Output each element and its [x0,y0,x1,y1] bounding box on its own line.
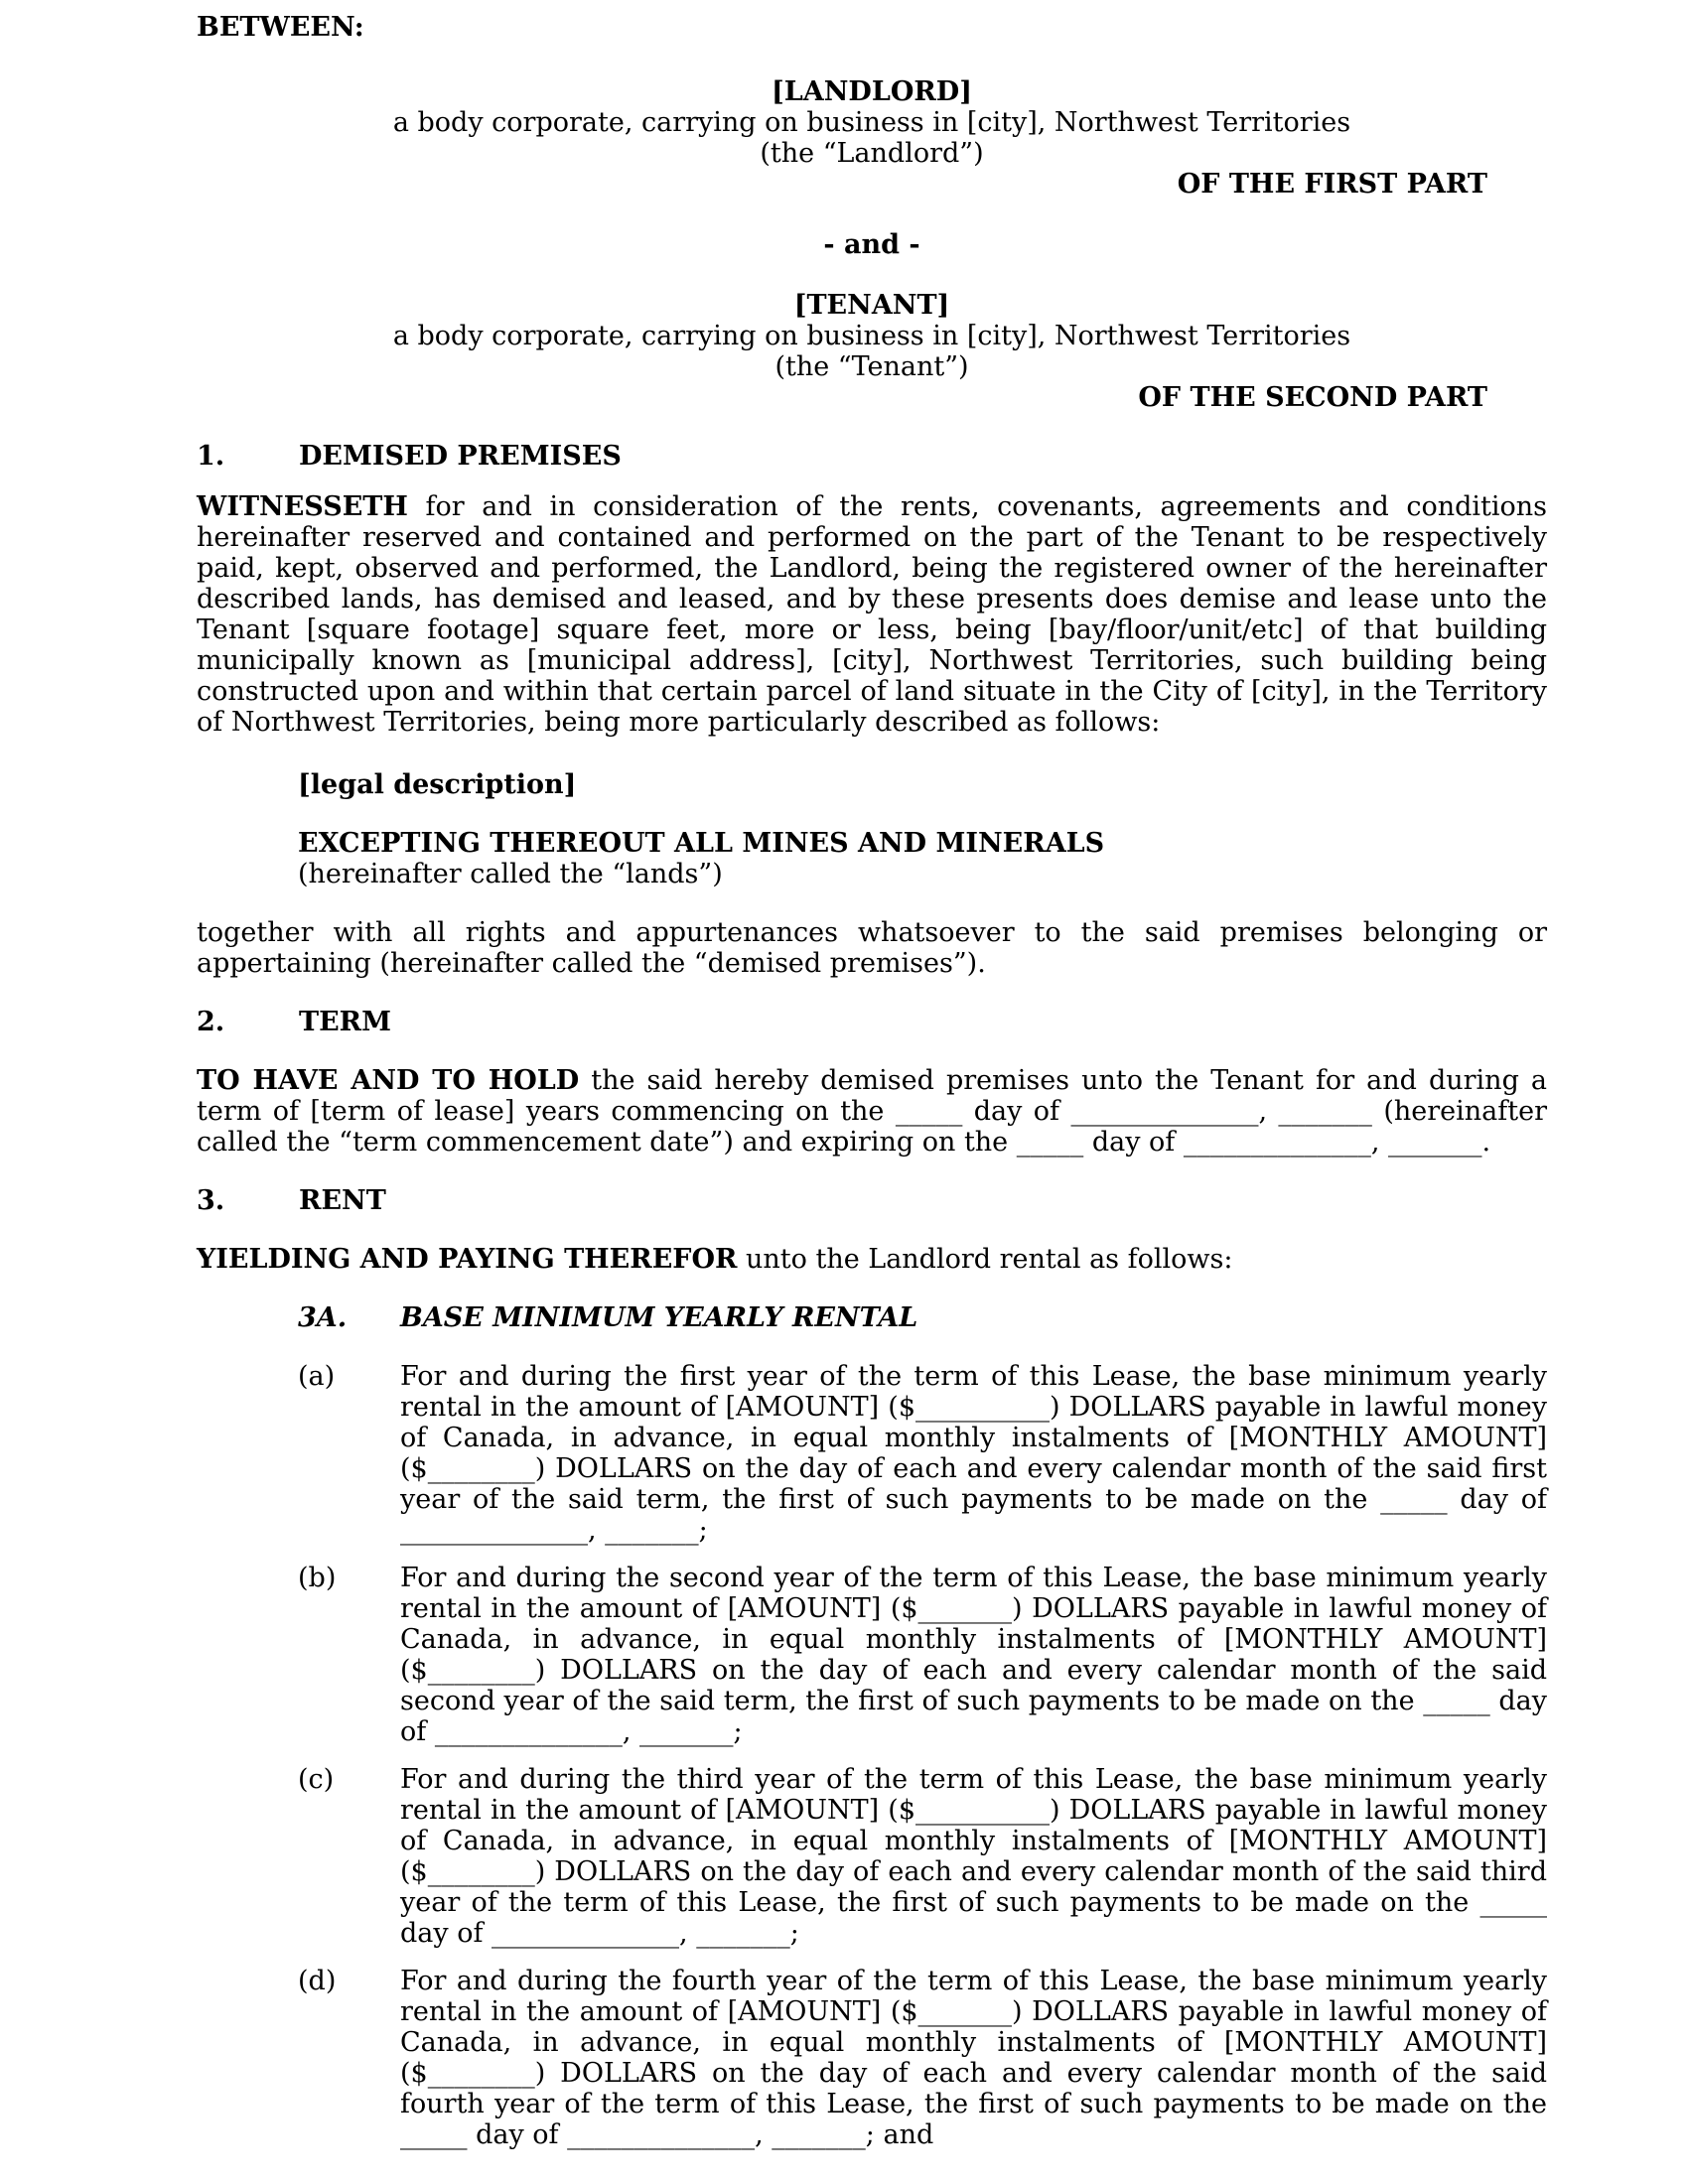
section-2-number: 2. [197,1007,225,1037]
rent-item-c [197,1764,1547,1949]
lands-alias: (hereinafter called the “lands”) [298,859,723,889]
subsection-3a-title: BASE MINIMUM YEARLY RENTAL [400,1302,918,1333]
section-1-title: DEMISED PREMISES [299,441,622,472]
rent-item-d [197,1966,1547,2150]
between-label: BETWEEN: [197,12,364,43]
tenant-alias: (the “Tenant”) [774,351,969,382]
witnesseth-lead: WITNESSETH [197,491,408,522]
yielding-body: unto the Landlord rental as follows: [746,1244,1233,1275]
tenant-description: a body corporate, carrying on business in [city], Northwest Territories [392,321,1351,351]
yielding-paragraph [197,1244,1547,1275]
and-separator: - and - [823,229,920,260]
yielding-lead: YIELDING AND PAYING THEREFOR [197,1244,738,1275]
tenant-party-block [197,290,1547,413]
landlord-name: [LANDLORD] [772,76,972,107]
subsection-3a-heading [298,1302,1547,1333]
habendum-lead: TO HAVE AND TO HOLD [197,1065,580,1096]
habendum-paragraph [197,1065,1547,1158]
section-1-heading [197,441,1547,472]
rent-item-b-label: (b) [298,1563,337,1593]
excepting-clause: EXCEPTING THEREOUT ALL MINES AND MINERALS [298,828,1105,859]
habendum-body: the said hereby demised premises unto the Tenant for and during a term of [term of lease] years commencing on the _____ day of ______________, _______ (hereinafter called the “term commencement date”) and expiring on the _____ day of ______________, _______. [197,1065,1547,1158]
section-3-heading [197,1185,1547,1216]
witnesseth-body: for and in consideration of the rents, covenants, agreements and conditions hereinafter reserved and contained and performed on the part of the Tenant to be respectively paid, kept, observed and performed, the Landlord, being the registered owner of the hereinafter described lands, has demised and leased, and by these presents does demise and lease unto the Tenant [square footage] square feet, more or less, being [bay/floor/unit/etc] of that building municipally known as [municipal address], [city], Northwest Territories, such building being constructed upon and within that certain parcel of land situate in the City of [city], in the Territory of Northwest Territories, being more particularly described as follows: [197,491,1547,738]
landlord-party-block [197,76,1547,200]
excepting-block [298,828,1547,889]
section-2-heading [197,1007,1547,1037]
section-1-number: 1. [197,441,225,472]
tenant-name: [TENANT] [793,290,950,321]
rent-item-a [197,1361,1547,1546]
rent-item-a-label: (a) [298,1361,336,1392]
rent-item-d-label: (d) [298,1966,337,1996]
together-paragraph: together with all rights and appurtenances whatsoever to the said premises belonging or appertaining (hereinafter called the “demised premises”). [197,917,1547,979]
first-part-label: OF THE FIRST PART [1177,169,1487,200]
section-2-title: TERM [299,1007,391,1037]
subsection-3a-number: 3A. [298,1302,348,1333]
section-3-number: 3. [197,1185,225,1216]
rent-item-c-text: For and during the third year of the term of this Lease, the base minimum yearly rental in the amount of [AMOUNT] ($__________) DOLLARS payable in lawful money of Canada, in advance, in equal monthly instalments of [MONTHLY AMOUNT] ($________) DOLLARS on the day of each and every calendar month of the said third year of the term of this Lease, the first of such payments to be made on the _____ day of ______________, _______; [400,1764,1547,1949]
rent-item-b [197,1563,1547,1747]
rent-item-d-text: For and during the fourth year of the term of this Lease, the base minimum yearly rental in the amount of [AMOUNT] ($_______) DOLLARS payable in lawful money of Canada, in advance, in equal monthly instalments of [MONTHLY AMOUNT] ($________) DOLLARS on the day of each and every calendar month of the said fourth year of the term of this Lease, the first of such payments to be made on the _____ day of ______________, _______; and [400,1966,1547,2150]
rent-item-b-text: For and during the second year of the term of this Lease, the base minimum yearly rental in the amount of [AMOUNT] ($_______) DOLLARS payable in lawful money of Canada, in advance, in equal monthly instalments of [MONTHLY AMOUNT] ($________) DOLLARS on the day of each and every calendar month of the said second year of the said term, the first of such payments to be made on the _____ day of ______________, _______; [400,1563,1547,1747]
section-3-title: RENT [299,1185,386,1216]
rent-item-a-text: For and during the first year of the term of this Lease, the base minimum yearly rental in the amount of [AMOUNT] ($__________) DOLLARS payable in lawful money of Canada, in advance, in equal monthly instalments of [MONTHLY AMOUNT] ($________) DOLLARS on the day of each and every calendar month of the said first year of the said term, the first of such payments to be made on the _____ day of ______________, _______; [400,1361,1547,1546]
landlord-alias: (the “Landlord”) [760,138,984,169]
witnesseth-paragraph [197,491,1547,738]
second-part-label: OF THE SECOND PART [1138,382,1487,413]
landlord-description: a body corporate, carrying on business in [city], Northwest Territories [392,107,1351,138]
rent-item-c-label: (c) [298,1764,335,1795]
legal-description-placeholder: [legal description] [298,769,577,800]
